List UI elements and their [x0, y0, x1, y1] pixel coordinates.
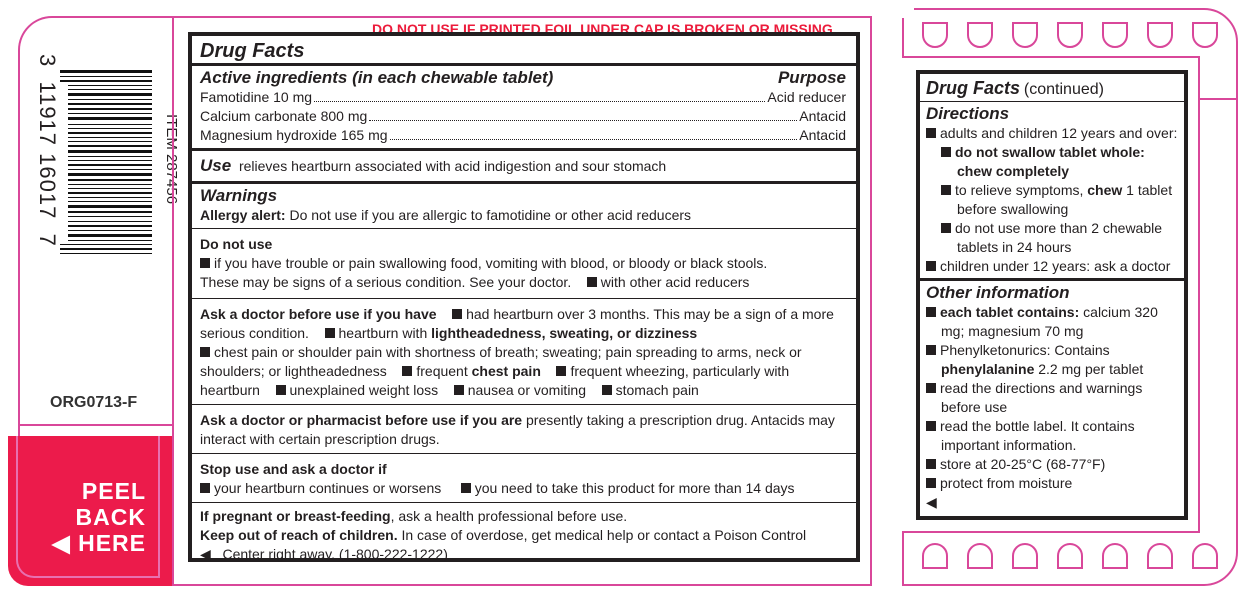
- barcode-bar: [60, 70, 152, 73]
- barcode: [60, 70, 152, 254]
- drug-facts-continued-panel: [902, 8, 1238, 586]
- pharmacist-section: Ask a doctor or pharmacist before use if you are presently taking a prescription drug. Antacids may interact with certain prescription drugs.: [192, 405, 856, 454]
- barcode-bar: [68, 103, 152, 105]
- bottom-tabs: [922, 543, 1218, 569]
- barcode-bar: [68, 184, 152, 185]
- warnings-section: Warnings Allergy alert: Do not use if you are allergic to famotidine or other acid reducers: [192, 184, 856, 229]
- left-arrow-icon: ◀: [200, 546, 211, 562]
- left-arrow-icon: ◀: [52, 530, 79, 556]
- barcode-bar: [68, 124, 152, 125]
- barcode-bar: [68, 89, 152, 90]
- barcode-bar: [68, 132, 152, 134]
- barcode-bar: [68, 216, 152, 217]
- barcode-bar: [68, 240, 152, 241]
- barcode-bar: [60, 80, 152, 82]
- stop-use-section: Stop use and ask a doctor if your heartburn continues or worsens you need to take this product for more than 14 days: [192, 454, 856, 503]
- ask-doctor-section: Ask a doctor before use if you have had heartburn over 3 months. This may be a sign of a more serious condition. heartburn with lightheadedness, sweating, or dizziness chest pain or shoulder pain with shortness of breath; sweating; pain spreading to arms, neck or shoulders; or lightheadedness frequent chest pain frequent wheezing, particularly with heartburn unexplained weight loss nausea or vomiting stomach pain: [192, 299, 856, 405]
- active-ingredients-section: Active ingredients (in each chewable tablet) Purpose Famotidine 10 mg Acid reducer Calcium carbonate 800 mg Antacid Magnesium hydroxide 165 mg Antacid: [192, 66, 856, 151]
- barcode-bar: [68, 137, 152, 138]
- barcode-bar: [68, 192, 152, 194]
- barcode-bar: [68, 169, 152, 170]
- barcode-bar: [68, 173, 152, 176]
- barcode-bar: [68, 150, 152, 153]
- product-code: ORG0713-F: [50, 394, 138, 411]
- barcode-area: [20, 18, 180, 426]
- pregnancy-section: If pregnant or breast-feeding, ask a health professional before use. Keep out of reach of children. In case of overdose, get medical help or contact a Poison Control ◀ Center right away. (1-800-222-1222): [200, 508, 807, 562]
- drug-facts-continued-box: Drug Facts (continued) Directions adults and children 12 years and over: do not swallow tablet whole: chew completely to relieve symptoms, chew 1 tablet before swallowing do not use more than 2 chewable tablets in 24 hours children under 12 years: ask a doctor Other information each tablet contains: calcium 320 mg; magnesium 70 mg Phenylketonurics: Contains phenylalanine 2.2 mg per tablet read the directions and warnings before use read the bottle label. It contains important information. store at 20-25°C (68-77°F) protect from moisture ◀: [916, 70, 1188, 520]
- peel-back-label: PEEL BACK ◀ HERE: [52, 478, 146, 556]
- item-number: ITEM 287456: [163, 114, 180, 205]
- drug-facts-panel: [172, 16, 872, 586]
- barcode-bar: [68, 201, 152, 202]
- other-information-section: Other information each tablet contains: calcium 320 mg; magnesium 70 mg Phenylketonurics: Contains phenylalanine 2.2 mg per tablet read the directions and warnings before use read the bottle label. It contains important information. store at 20-25°C (68-77°F) protect from moisture ◀: [920, 281, 1184, 514]
- ingredient-row: Magnesium hydroxide 165 mg Antacid: [200, 127, 846, 143]
- barcode-bar: [60, 248, 152, 250]
- barcode-bar: [68, 179, 152, 181]
- barcode-bar: [68, 197, 152, 198]
- use-section: Use relieves heartburn associated with acid indigestion and sour stomach: [192, 151, 856, 184]
- drug-facts-title: Drug Facts: [200, 40, 305, 62]
- do-not-use-section: Do not use if you have trouble or pain swallowing food, vomiting with blood, or bloody or black stools. These may be signs of a serious condition. See your doctor. with other acid reducers: [192, 229, 856, 299]
- barcode-bar: [68, 85, 152, 86]
- peel-back-tab[interactable]: [8, 436, 174, 586]
- barcode-bar: [68, 205, 152, 208]
- drug-facts-box: [188, 32, 860, 562]
- barcode-bar: [68, 230, 152, 231]
- barcode-bar: [60, 76, 152, 77]
- top-tabs: [922, 22, 1218, 48]
- barcode-bar: [68, 234, 152, 237]
- barcode-bar: [60, 253, 152, 254]
- directions-section: Directions adults and children 12 years and over: do not swallow tablet whole: chew completely to relieve symptoms, chew 1 tablet before swallowing do not use more than 2 chewable tablets in 24 hours children under 12 years: ask a doctor: [920, 102, 1184, 281]
- barcode-bar: [68, 145, 152, 147]
- barcode-bar: [68, 156, 152, 157]
- barcode-bar: [68, 108, 152, 110]
- barcode-bar: [68, 93, 152, 96]
- left-arrow-icon: ◀: [926, 494, 937, 510]
- barcode-bar: [68, 160, 152, 161]
- ingredient-row: Calcium carbonate 800 mg Antacid: [200, 108, 846, 124]
- barcode-bar: [68, 117, 152, 120]
- barcode-bar: [68, 211, 152, 213]
- barcode-bar: [68, 221, 152, 222]
- barcode-bar: [60, 244, 152, 245]
- barcode-bar: [68, 99, 152, 100]
- barcode-bar: [68, 188, 152, 189]
- barcode-bar: [68, 164, 152, 166]
- barcode-bar: [68, 128, 152, 129]
- barcode-bar: [68, 113, 152, 114]
- barcode-bar: [68, 141, 152, 142]
- barcode-bar: [68, 225, 152, 227]
- ingredient-row: Famotidine 10 mg Acid reducer: [200, 89, 846, 105]
- foil-warning-banner: DO NOT USE IF PRINTED FOIL UNDER CAP IS BROKEN OR MISSING: [364, 18, 854, 44]
- upc-number: 3 11917 16017 7: [35, 54, 60, 247]
